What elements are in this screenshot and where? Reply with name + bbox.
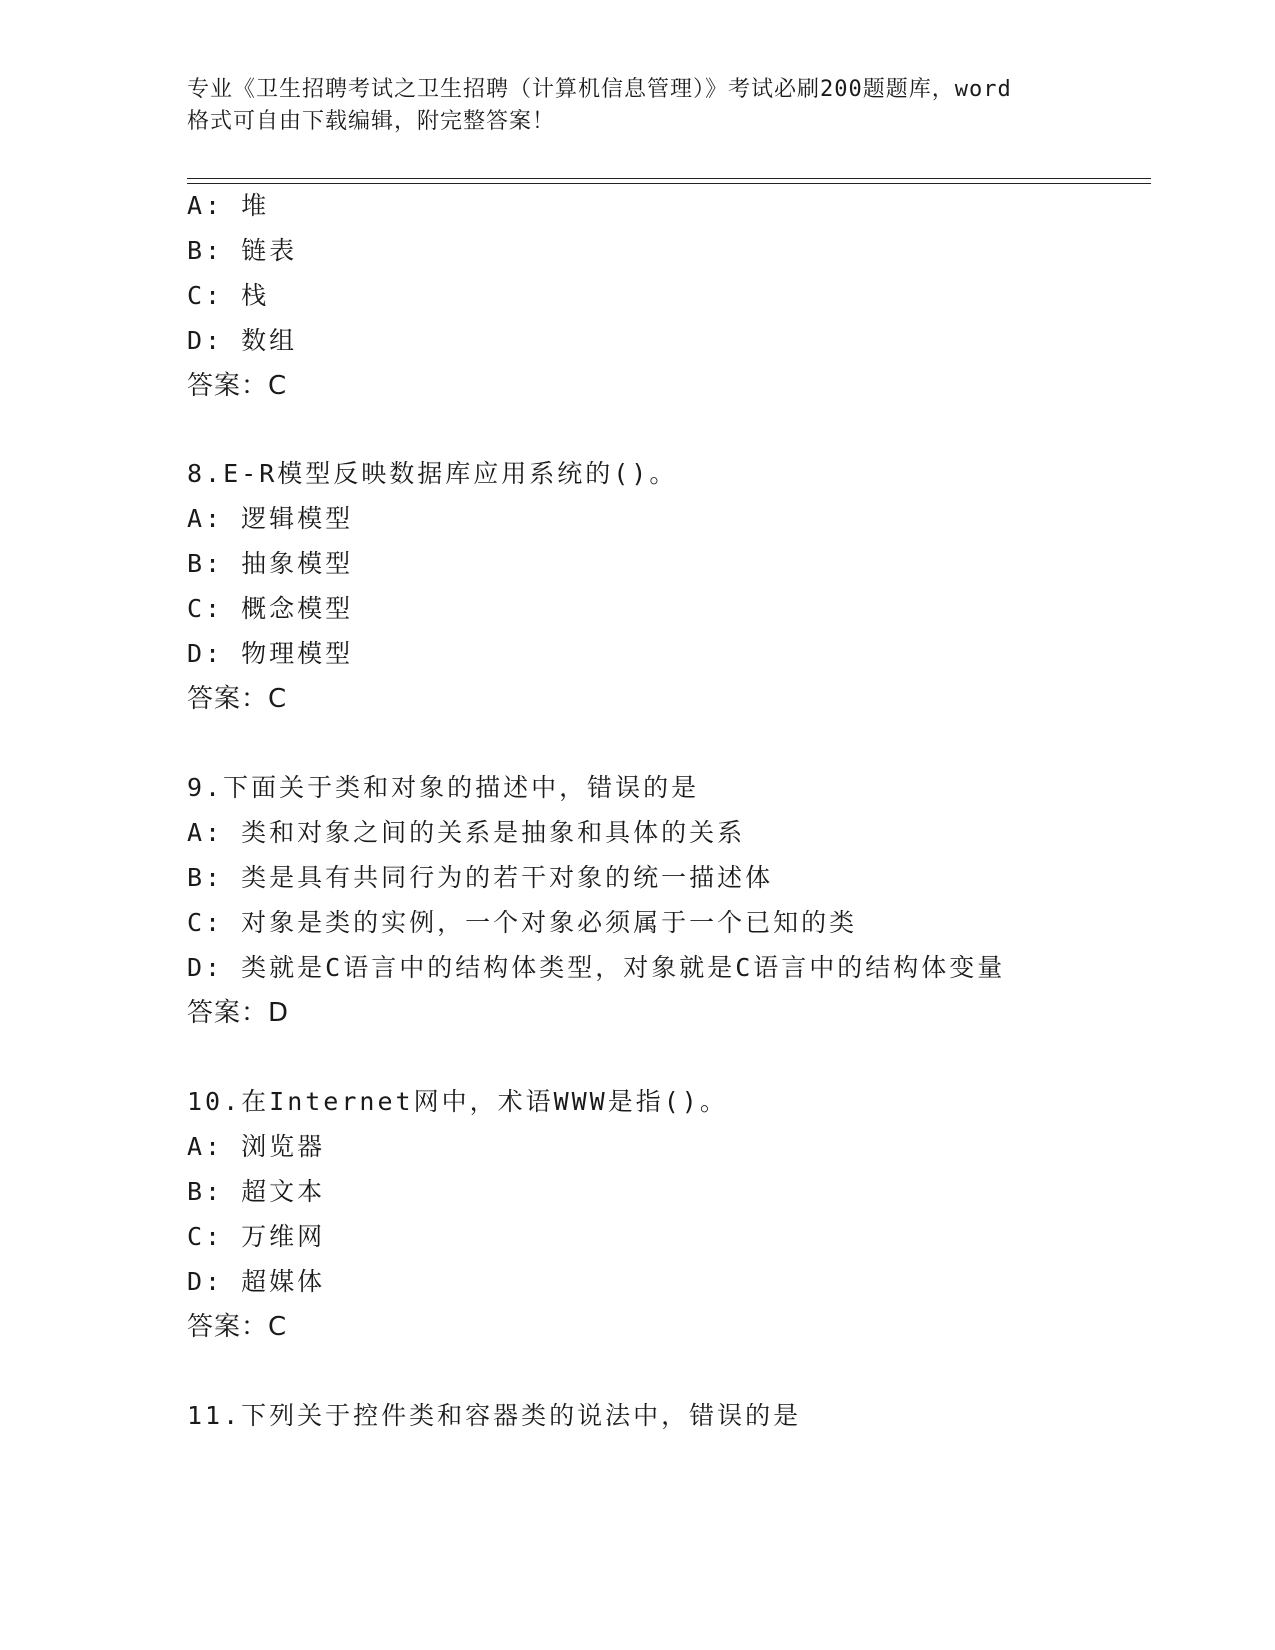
header-title-line-2: 格式可自由下载编辑，附完整答案！ bbox=[187, 109, 556, 134]
q9-answer: 答案：D bbox=[187, 998, 290, 1028]
q9-option-d: D: 类就是C语言中的结构体类型，对象就是C语言中的结构体变量 bbox=[187, 953, 1006, 982]
header-divider-bottom bbox=[187, 183, 1151, 184]
q10-question: 10.在Internet网中，术语WWW是指()。 bbox=[187, 1087, 728, 1116]
q9-question: 9.下面关于类和对象的描述中，错误的是 bbox=[187, 773, 700, 802]
q7-answer: 答案：C bbox=[187, 371, 288, 401]
q11-question: 11.下列关于控件类和容器类的说法中，错误的是 bbox=[187, 1401, 802, 1430]
q7-option-d: D: 数组 bbox=[187, 326, 298, 355]
q8-option-a: A: 逻辑模型 bbox=[187, 504, 354, 533]
q10-option-a: A: 浏览器 bbox=[187, 1132, 326, 1161]
q9-option-c: C: 对象是类的实例，一个对象必须属于一个已知的类 bbox=[187, 908, 858, 937]
q7-option-a: A: 堆 bbox=[187, 191, 270, 220]
document-header bbox=[187, 74, 1087, 138]
header-title-line-1: 专业《卫生招聘考试之卫生招聘（计算机信息管理）》考试必刷200题题库，word bbox=[187, 77, 1012, 102]
q10-answer: 答案：C bbox=[187, 1312, 288, 1342]
q7-option-b: B: 链表 bbox=[187, 236, 298, 265]
q8-option-c: C: 概念模型 bbox=[187, 594, 354, 623]
q8-question: 8.E-R模型反映数据库应用系统的()。 bbox=[187, 459, 678, 488]
q10-option-b: B: 超文本 bbox=[187, 1177, 326, 1206]
q9-option-a: A: 类和对象之间的关系是抽象和具体的关系 bbox=[187, 818, 746, 847]
q9-option-b: B: 类是具有共同行为的若干对象的统一描述体 bbox=[187, 863, 774, 892]
q10-option-d: D: 超媒体 bbox=[187, 1267, 326, 1296]
q8-option-b: B: 抽象模型 bbox=[187, 549, 354, 578]
q8-option-d: D: 物理模型 bbox=[187, 639, 354, 668]
header-divider-top bbox=[187, 178, 1151, 179]
q10-option-c: C: 万维网 bbox=[187, 1222, 326, 1251]
q7-option-c: C: 栈 bbox=[187, 281, 270, 310]
q8-answer: 答案：C bbox=[187, 684, 288, 714]
